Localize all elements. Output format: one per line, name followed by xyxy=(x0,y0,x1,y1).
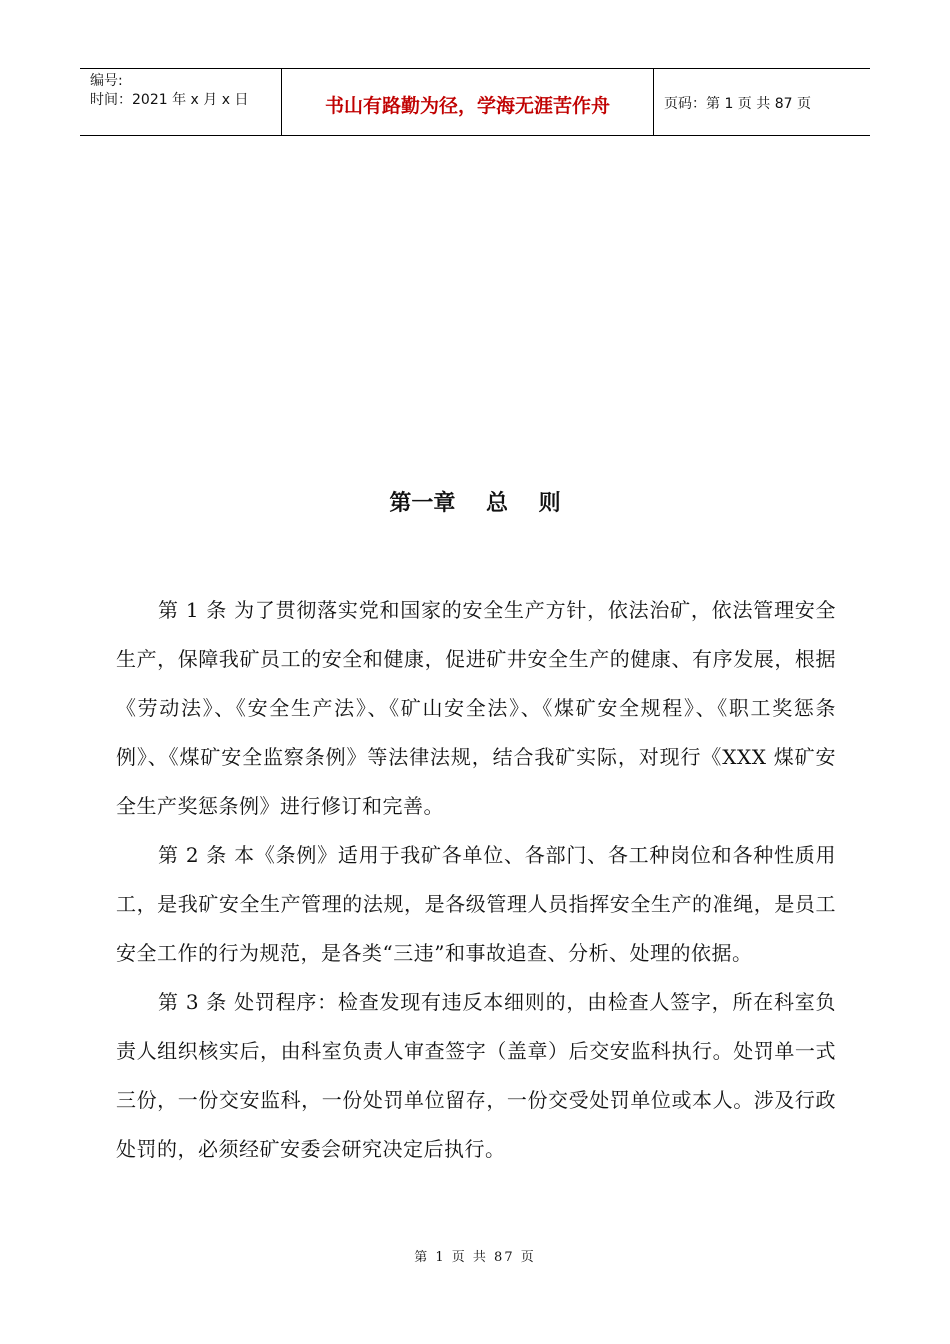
header-page-info: 页码：第 1 页 共 87 页 xyxy=(664,96,811,112)
header-motto: 书山有路勤为径，学海无涯苦作舟 xyxy=(282,69,654,135)
page-footer: 第 1 页 共 87 页 xyxy=(414,1250,536,1265)
document-header xyxy=(80,68,870,136)
chapter-title: 第一章 总 则 xyxy=(389,491,561,516)
article-2: 第 2 条 本《条例》适用于我矿各单位、各部门、各工种岗位和各种性质用工，是我矿安全生产管理的法规，是各级管理人员指挥安全生产的准绳，是员工安全工作的行为规范，是各类“三违”和事故追查、分析、处理的依据。 xyxy=(116,843,836,965)
serial-number-label: 编号: xyxy=(90,73,123,89)
date-label: 时间：2021 年 x 月 x 日 xyxy=(90,92,249,108)
document-body xyxy=(116,586,836,1174)
article-1: 第 1 条 为了贯彻落实党和国家的安全生产方针，依法治矿，依法管理安全生产，保障我矿员工的安全和健康，促进矿井安全生产的健康、有序发展，根据《劳动法》、《安全生产法》、《矿山安全法》、《煤矿安全规程》、《职工奖惩条例》、《煤矿安全监察条例》等法律法规，结合我矿实际，对现行《XXX 煤矿安全生产奖惩条例》进行修订和完善。 xyxy=(116,598,836,818)
article-3: 第 3 条 处罚程序：检查发现有违反本细则的，由检查人签字，所在科室负责人组织核实后，由科室负责人审查签字（盖章）后交安监科执行。处罚单一式三份，一份交安监科，一份处罚单位留存，一份交受处罚单位或本人。涉及行政处罚的，必须经矿安委会研究决定后执行。 xyxy=(116,990,836,1161)
header-meta xyxy=(80,69,282,135)
